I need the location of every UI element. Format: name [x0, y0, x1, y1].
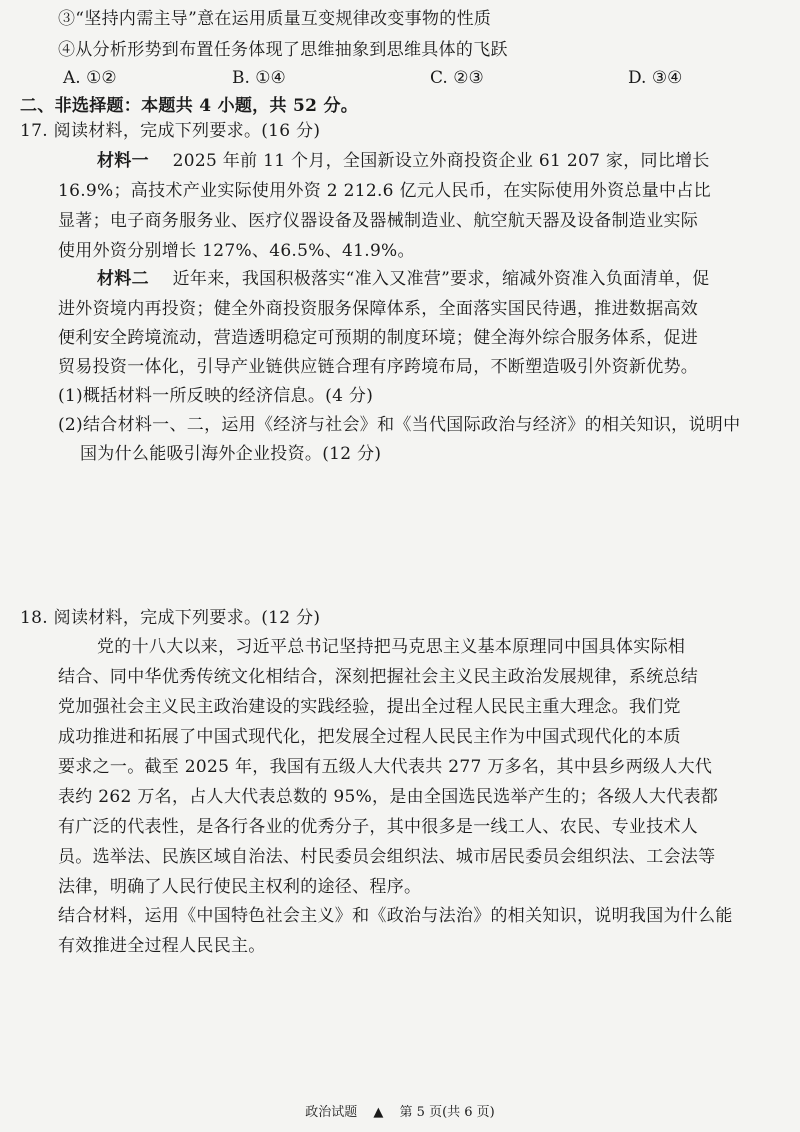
question-18-material-line-2: 结合、同中华优秀传统文化相结合，深刻把握社会主义民主政治发展规律，系统总结	[58, 667, 699, 687]
option-b: B. ①④	[232, 68, 286, 88]
section-heading: 二、非选择题：本题共 4 小题，共 52 分。	[20, 96, 359, 116]
question-18-material-line-7: 有广泛的代表性，是各行各业的优秀分子，其中很多是一线工人、农民、专业技术人	[58, 817, 699, 837]
footer-triangle-icon: ▲	[373, 1105, 384, 1120]
material-1-line-2: 16.9%；高技术产业实际使用外资 2 212.6 亿元人民币，在实际使用外资总量中占比	[58, 181, 711, 201]
material-2-line-3: 便利安全跨境流动，营造透明稳定可预期的制度环境；健全海外综合服务体系，促进	[58, 328, 699, 348]
material-1-label: 材料一	[97, 151, 149, 171]
question-17-heading: 17. 阅读材料，完成下列要求。(16 分)	[20, 121, 321, 141]
statement-3: ③“坚持内需主导”意在运用质量互变规律改变事物的性质	[58, 9, 492, 29]
material-2-line-2: 进外资境内再投资；健全外商投资服务保障体系，全面落实国民待遇，推进数据高效	[58, 299, 699, 319]
question-17-2-line-1: (2)结合材料一、二，运用《经济与社会》和《当代国际政治与经济》的相关知识，说明中	[58, 415, 741, 435]
question-18-material-line-1: 党的十八大以来，习近平总书记坚持把马克思主义基本原理同中国具体实际相	[97, 637, 686, 657]
material-2-line-4: 贸易投资一体化，引导产业链供应链合理有序跨境布局，不断塑造吸引外资新优势。	[58, 357, 699, 377]
question-18-material-line-6: 表约 262 万名，占人大代表总数的 95%，是由全国选民选举产生的；各级人大代表都	[58, 787, 719, 807]
material-1-line-1	[97, 150, 710, 172]
question-18-heading: 18. 阅读材料，完成下列要求。(12 分)	[20, 608, 321, 628]
question-17-1: (1)概括材料一所反映的经济信息。(4 分)	[58, 386, 374, 406]
material-1-text: 2025 年前 11 个月，全国新设立外商投资企业 61 207 家，同比增长	[172, 151, 710, 171]
option-a: A. ①②	[63, 68, 117, 88]
question-17-2-line-2: 国为什么能吸引海外企业投资。(12 分)	[80, 444, 382, 464]
question-18-material-line-5: 要求之一。截至 2025 年，我国有五级人大代表共 277 万多名，其中县乡两级人大代	[58, 757, 713, 777]
material-2-text: 近年来，我国积极落实“准入又准营”要求，缩减外资准入负面清单，促	[172, 269, 710, 289]
material-2-line-1	[97, 268, 710, 290]
question-18-material-line-9: 法律，明确了人民行使民主权利的途径、程序。	[58, 877, 422, 897]
material-1-line-3: 显著；电子商务服务业、医疗仪器设备及器械制造业、航空航天器及设备制造业实际	[58, 211, 699, 231]
question-18-prompt-line-1: 结合材料，运用《中国特色社会主义》和《政治与法治》的相关知识，说明我国为什么能	[58, 906, 733, 926]
footer-subject: 政治试题	[305, 1105, 358, 1120]
footer-page-number: 第 5 页(共 6 页)	[399, 1105, 495, 1120]
option-d: D. ③④	[628, 68, 683, 88]
statement-4: ④从分析形势到布置任务体现了思维抽象到思维具体的飞跃	[58, 40, 508, 60]
question-18-material-line-4: 成功推进和拓展了中国式现代化，把发展全过程人民民主作为中国式现代化的本质	[58, 727, 681, 747]
material-2-label: 材料二	[97, 269, 149, 289]
question-18-prompt-line-2: 有效推进全过程人民民主。	[58, 936, 266, 956]
material-1-line-4: 使用外资分别增长 127%、46.5%、41.9%。	[58, 241, 415, 261]
question-18-material-line-8: 员。选举法、民族区域自治法、村民委员会组织法、城市居民委员会组织法、工会法等	[58, 847, 716, 867]
option-c: C. ②③	[430, 68, 484, 88]
question-18-material-line-3: 党加强社会主义民主政治建设的实践经验，提出全过程人民民主重大理念。我们党	[58, 697, 681, 717]
page-footer	[0, 1104, 800, 1122]
